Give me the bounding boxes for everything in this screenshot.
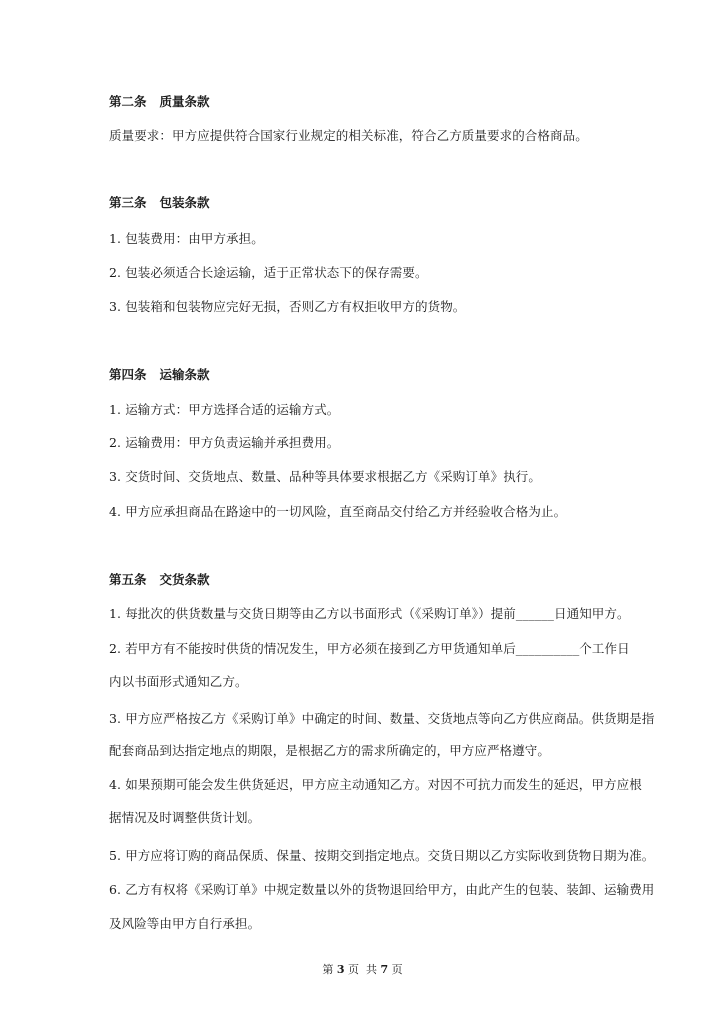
section-5-line-8: 5. 甲方应将订购的商品保质、保量、按期交到指定地点。交货日期以乙方实际收到货物日期为准。 — [109, 848, 655, 863]
current-page-number: 3 — [336, 963, 345, 976]
section-4-line-4: 4. 甲方应承担商品在路途中的一切风险，直至商品交付给乙方并经验收合格为止。 — [109, 504, 567, 519]
section-heading-3: 第三条 包装条款 — [109, 195, 210, 210]
section-heading-5: 第五条 交货条款 — [109, 572, 210, 587]
section-4-line-3: 3. 交货时间、交货地点、数量、品种等具体要求根据乙方《采购订单》执行。 — [109, 469, 542, 484]
section-5-line-7: 据情况及时调整供货计划。 — [109, 810, 261, 825]
section-heading-4: 第四条 运输条款 — [109, 367, 210, 382]
section-5-line-1: 1. 每批次的供货数量与交货日期等由乙方以书面形式（《采购订单》）提前______日通知甲方。 — [109, 606, 630, 621]
footer-suffix: 页 — [391, 963, 403, 976]
section-5-line-9: 6. 乙方有权将《采购订单》中规定数量以外的货物退回给甲方，由此产生的包装、装卸、运输费用 — [109, 882, 655, 897]
section-3-line-3: 3. 包装箱和包装物应完好无损，否则乙方有权拒收甲方的货物。 — [109, 299, 466, 314]
section-2-line-1: 质量要求：甲方应提供符合国家行业规定的相关标准，符合乙方质量要求的合格商品。 — [109, 128, 588, 143]
page-footer — [0, 961, 725, 977]
footer-prefix: 第 — [322, 963, 334, 976]
total-page-count: 7 — [380, 963, 389, 976]
footer-mid: 页 共 — [348, 963, 377, 976]
section-5-line-2: 2. 若甲方有不能按时供货的情况发生，甲方必须在接到乙方甲货通知单后__________个工作日 — [109, 641, 630, 656]
section-3-line-1: 1. 包装费用：由甲方承担。 — [109, 231, 264, 246]
section-5-line-4: 3. 甲方应严格按乙方《采购订单》中确定的时间、数量、交货地点等向乙方供应商品。供货期是指 — [109, 711, 655, 726]
section-5-line-6: 4. 如果预期可能会发生供货延迟，甲方应主动通知乙方。对因不可抗力而发生的延迟，甲方应根 — [109, 777, 642, 792]
section-4-line-1: 1. 运输方式：甲方选择合适的运输方式。 — [109, 402, 340, 417]
section-5-line-5: 配套商品到达指定地点的期限，是根据乙方的需求所确定的，甲方应严格遵守。 — [109, 743, 551, 758]
section-5-line-10: 及风险等由甲方自行承担。 — [109, 916, 261, 931]
section-3-line-2: 2. 包装必须适合长途运输，适于正常状态下的保存需要。 — [109, 265, 428, 280]
section-4-line-2: 2. 运输费用：甲方负责运输并承担费用。 — [109, 435, 340, 450]
section-5-line-3: 内以书面形式通知乙方。 — [109, 674, 248, 689]
section-heading-2: 第二条 质量条款 — [109, 94, 210, 109]
